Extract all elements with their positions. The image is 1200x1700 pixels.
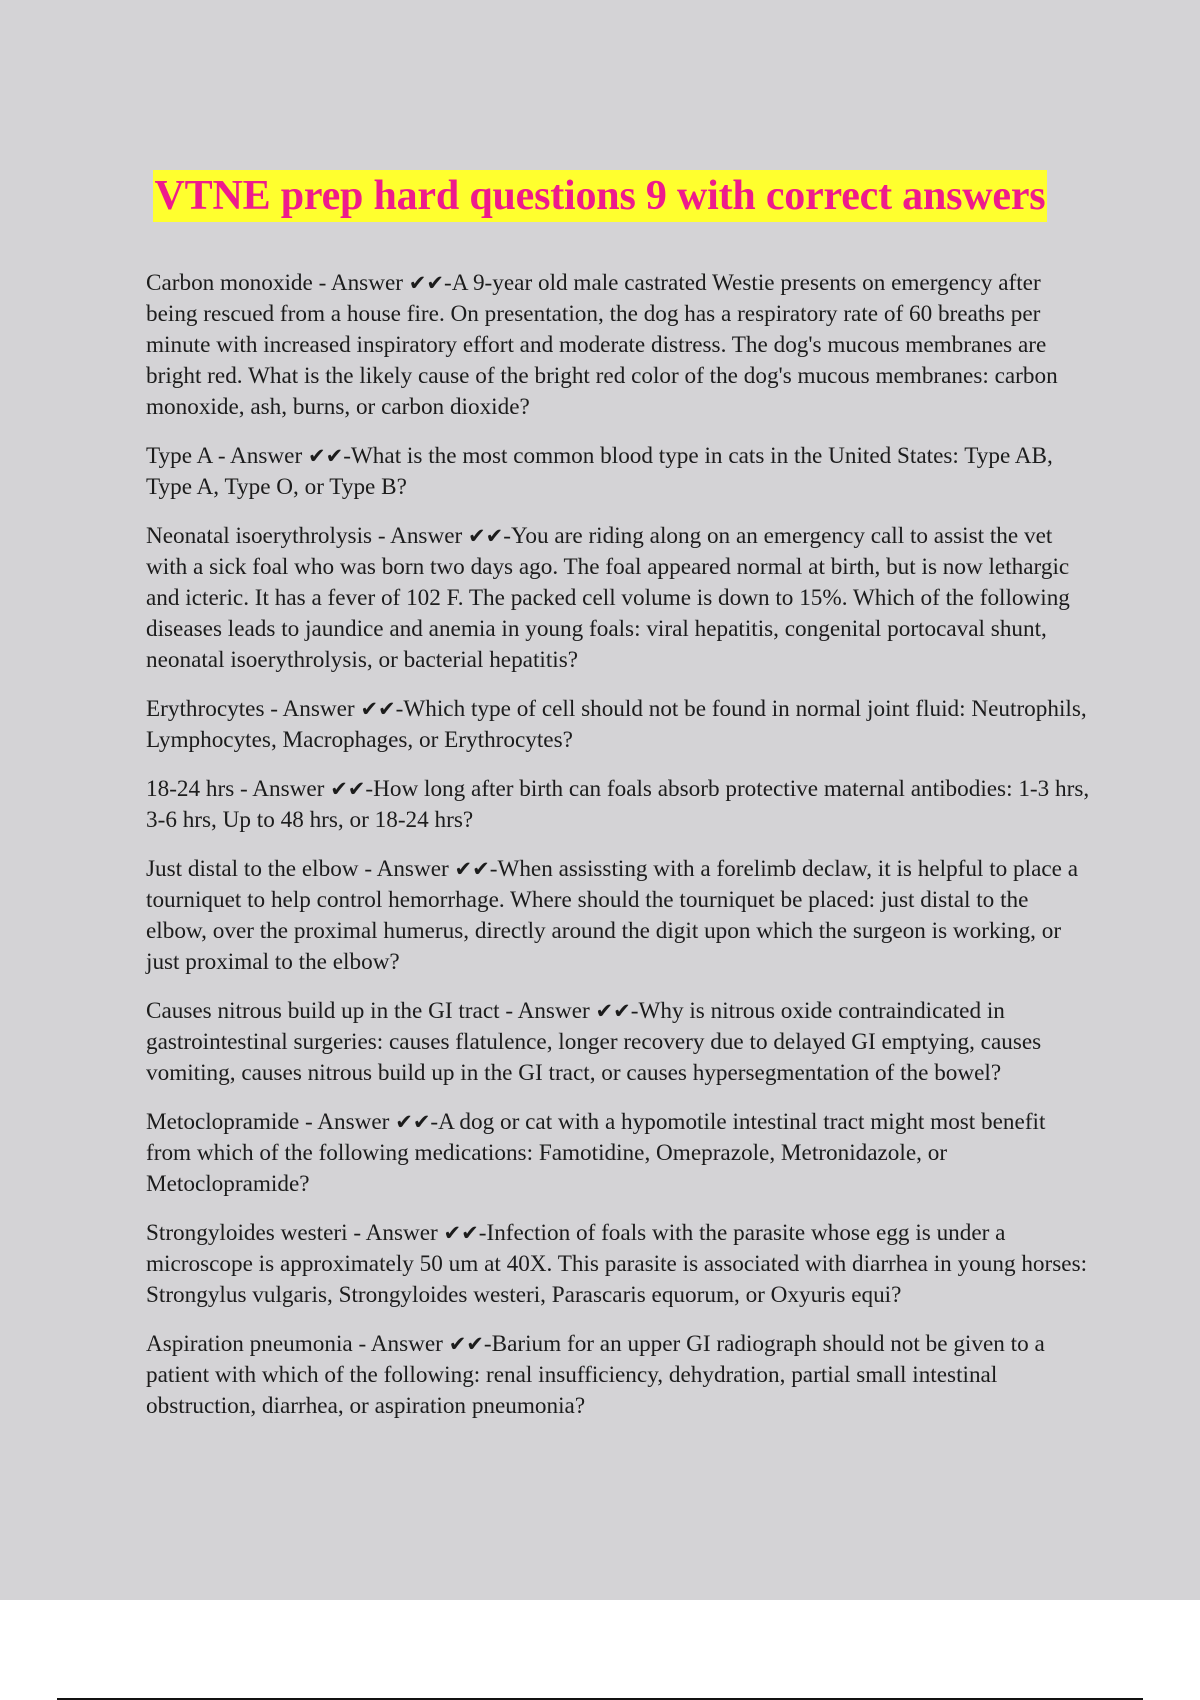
qa-answer: 18-24 hrs xyxy=(146,776,235,802)
qa-question: How long after birth can foals absorb protective maternal antibodies: 1-3 hrs, 3-6 hrs, Up to 48 hrs, or 18-24 hrs? xyxy=(146,776,1090,833)
qa-list xyxy=(146,268,1094,1440)
dash: - xyxy=(395,696,404,722)
answer-separator: - Answer xyxy=(372,523,469,549)
qa-answer: Carbon monoxide xyxy=(146,270,313,296)
qa-item xyxy=(146,774,1094,836)
answer-separator: - Answer xyxy=(264,696,361,722)
dash: - xyxy=(430,1109,439,1135)
qa-question: When assissting with a forelimb declaw, it is helpful to place a tourniquet to help control hemorrhage. Where should the tourniquet be placed: just distal to the elbow, over the proximal humerus, directly around the digit upon which the surgeon is working, or just proximal to the elbow? xyxy=(146,856,1079,975)
answer-separator: - Answer xyxy=(299,1109,396,1135)
qa-item xyxy=(146,441,1094,503)
answer-separator: - Answer xyxy=(499,998,596,1024)
answer-separator: - Answer xyxy=(352,1331,449,1357)
qa-question: Which type of cell should not be found in normal joint fluid: Neutrophils, Lymphocytes, Macrophages, or Erythrocytes? xyxy=(146,696,1087,753)
title-container xyxy=(0,170,1200,222)
answer-separator: - Answer xyxy=(347,1220,444,1246)
answer-separator: - Answer xyxy=(358,856,455,882)
double-check-icon: ✔✔ xyxy=(408,271,444,295)
double-check-icon: ✔✔ xyxy=(395,1110,431,1134)
qa-answer: Aspiration pneumonia xyxy=(146,1331,353,1357)
qa-item xyxy=(146,1329,1094,1422)
double-check-icon: ✔✔ xyxy=(443,1221,479,1245)
qa-item xyxy=(146,1218,1094,1311)
qa-item xyxy=(146,521,1094,676)
qa-answer: Causes nitrous build up in the GI tract xyxy=(146,998,500,1024)
qa-question: Barium for an upper GI radiograph should not be given to a patient with which of the following: renal insufficiency, dehydration, partial small intestinal obstruction, diarrhea, or aspiration pneumonia? xyxy=(146,1331,1045,1419)
dash: - xyxy=(489,856,498,882)
qa-answer: Just distal to the elbow xyxy=(146,856,359,882)
qa-item xyxy=(146,268,1094,423)
double-check-icon: ✔✔ xyxy=(360,697,396,721)
dash: - xyxy=(343,443,351,469)
document-title: VTNE prep hard questions 9 with correct answers xyxy=(153,170,1048,222)
double-check-icon: ✔✔ xyxy=(307,444,344,468)
dash: - xyxy=(503,523,511,549)
qa-question: A dog or cat with a hypomotile intestinal tract might most benefit from which of the following medications: Famotidine, Omeprazole, Metronidazole, or Metoclopramide? xyxy=(146,1109,1046,1197)
dash: - xyxy=(483,1331,492,1357)
double-check-icon: ✔✔ xyxy=(330,777,366,801)
qa-answer: Metoclopramide xyxy=(146,1109,300,1135)
dash: - xyxy=(478,1220,487,1246)
qa-question: You are riding along on an emergency call to assist the vet with a sick foal who was born two days ago. The foal appeared normal at birth, but is now lethargic and icteric. It has a fever of 102 F. The packed cell volume is down to 15%. Which of the following diseases leads to jaundice and anemia in young foals: viral hepatitis, congenital portocaval shunt, neonatal isoerythrolysis, or bacterial hepatitis? xyxy=(146,523,1070,673)
dash: - xyxy=(365,776,374,802)
double-check-icon: ✔✔ xyxy=(595,999,631,1023)
answer-separator: - Answer xyxy=(212,443,308,469)
dash: - xyxy=(630,998,639,1024)
double-check-icon: ✔✔ xyxy=(468,524,504,548)
qa-item xyxy=(146,1107,1094,1200)
answer-separator: - Answer xyxy=(312,270,409,296)
qa-question: What is the most common blood type in cats in the United States: Type AB, Type A, Type O, or Type B? xyxy=(146,443,1053,500)
double-check-icon: ✔✔ xyxy=(448,1332,484,1356)
qa-item xyxy=(146,854,1094,978)
qa-question: A 9-year old male castrated Westie presents on emergency after being rescued from a house fire. On presentation, the dog has a respiratory rate of 60 breaths per minute with increased inspiratory effort and moderate distress. The dog's mucous membranes are bright red. What is the likely cause of the bright red color of the dog's mucous membranes: carbon monoxide, ash, burns, or carbon dioxide? xyxy=(146,270,1058,420)
qa-question: Why is nitrous oxide contraindicated in gastrointestinal surgeries: causes flatulence, longer recovery due to delayed GI emptying, causes vomiting, causes nitrous build up in the GI tract, or causes hypersegmentation of the bowel? xyxy=(146,998,1042,1086)
qa-answer: Type A xyxy=(146,443,213,469)
qa-answer: Neonatal isoerythrolysis xyxy=(146,523,373,549)
answer-separator: - Answer xyxy=(234,776,331,802)
dash: - xyxy=(443,270,452,296)
double-check-icon: ✔✔ xyxy=(454,857,490,881)
qa-question: Infection of foals with the parasite whose egg is under a microscope is approximately 50 um at 40X. This parasite is associated with diarrhea in young horses: Strongylus vulgaris, Strongyloides westeri, Parascaris equorum, or Oxyuris equi? xyxy=(146,1220,1088,1308)
qa-answer: Strongyloides westeri xyxy=(146,1220,348,1246)
qa-item xyxy=(146,694,1094,756)
qa-answer: Erythrocytes xyxy=(146,696,265,722)
qa-item xyxy=(146,996,1094,1089)
